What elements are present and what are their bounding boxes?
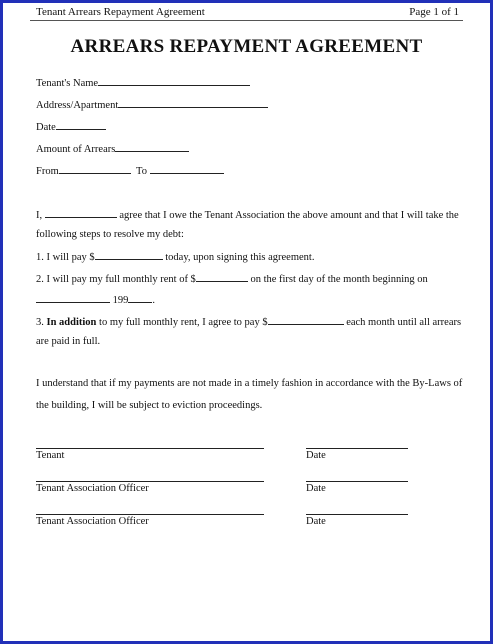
closing-line-2: the building, I will be subject to eviction proceedings. bbox=[36, 400, 263, 411]
field-date bbox=[36, 120, 106, 133]
closing-line-1: I understand that if my payments are not made in a timely fashion in accordance with the By-Laws of bbox=[36, 378, 463, 389]
step2-end: . bbox=[152, 295, 155, 306]
step1-amount-blank[interactable] bbox=[95, 250, 163, 260]
field-tenant-name bbox=[36, 76, 250, 89]
field-label: To bbox=[136, 166, 147, 177]
tenant-name-blank[interactable] bbox=[98, 76, 250, 86]
step-2-line-2 bbox=[36, 293, 155, 306]
officer1-date-line[interactable] bbox=[306, 481, 408, 482]
step1-prefix: 1. I will pay $ bbox=[36, 252, 95, 263]
page-number: Page 1 of 1 bbox=[409, 6, 459, 18]
signature-label: Tenant Association Officer bbox=[36, 483, 149, 494]
step2-suffix: on the first day of the month beginning on bbox=[250, 274, 428, 285]
document-title: ARREARS REPAYMENT AGREEMENT bbox=[70, 36, 423, 57]
tenant-signature-line[interactable] bbox=[36, 448, 264, 449]
step3-mid: to my full monthly rent, I agree to pay $ bbox=[99, 317, 268, 328]
step1-suffix: today, upon signing this agreement. bbox=[165, 252, 315, 263]
step-2 bbox=[36, 272, 428, 285]
signature-label: Tenant Association Officer bbox=[36, 516, 149, 527]
step-3-line-2: are paid in full. bbox=[36, 336, 101, 347]
field-label: From bbox=[36, 166, 59, 177]
to-blank[interactable] bbox=[150, 164, 224, 174]
step3-bold: In addition bbox=[46, 317, 97, 328]
field-period bbox=[36, 164, 224, 177]
header-title: Tenant Arrears Repayment Agreement bbox=[36, 6, 205, 18]
intro-line-2: following steps to resolve my debt: bbox=[36, 229, 184, 240]
from-blank[interactable] bbox=[59, 164, 131, 174]
address-blank[interactable] bbox=[118, 98, 268, 108]
step-3 bbox=[36, 315, 461, 328]
field-label: Amount of Arrears bbox=[36, 144, 116, 155]
officer2-date-line[interactable] bbox=[306, 514, 408, 515]
date-label: Date bbox=[306, 483, 326, 494]
year-blank[interactable] bbox=[128, 293, 152, 303]
field-label: Tenant's Name bbox=[36, 78, 99, 89]
year-prefix: 199 bbox=[112, 295, 129, 306]
month-blank[interactable] bbox=[36, 293, 110, 303]
tenant-date-line[interactable] bbox=[306, 448, 408, 449]
officer2-signature-line[interactable] bbox=[36, 514, 264, 515]
intro-text: agree that I owe the Tenant Association the above amount and that I will take the bbox=[119, 210, 459, 221]
name-blank[interactable] bbox=[45, 208, 117, 218]
field-amount bbox=[36, 142, 189, 155]
signature-label: Tenant bbox=[36, 450, 65, 461]
rent-blank[interactable] bbox=[196, 272, 248, 282]
step3-prefix: 3. bbox=[36, 317, 44, 328]
amount-blank[interactable] bbox=[115, 142, 189, 152]
field-label: Address/Apartment bbox=[36, 100, 119, 111]
intro-line-1 bbox=[36, 208, 459, 221]
step3-suffix: each month until all arrears bbox=[346, 317, 462, 328]
step2-prefix: 2. I will pay my full monthly rent of $ bbox=[36, 274, 196, 285]
field-address bbox=[36, 98, 268, 111]
intro-prefix: I, bbox=[36, 210, 43, 221]
header-divider bbox=[30, 20, 463, 21]
date-blank[interactable] bbox=[56, 120, 106, 130]
date-label: Date bbox=[306, 450, 326, 461]
extra-amount-blank[interactable] bbox=[268, 315, 344, 325]
step-1 bbox=[36, 250, 314, 263]
field-label: Date bbox=[36, 122, 56, 133]
officer1-signature-line[interactable] bbox=[36, 481, 264, 482]
date-label: Date bbox=[306, 516, 326, 527]
